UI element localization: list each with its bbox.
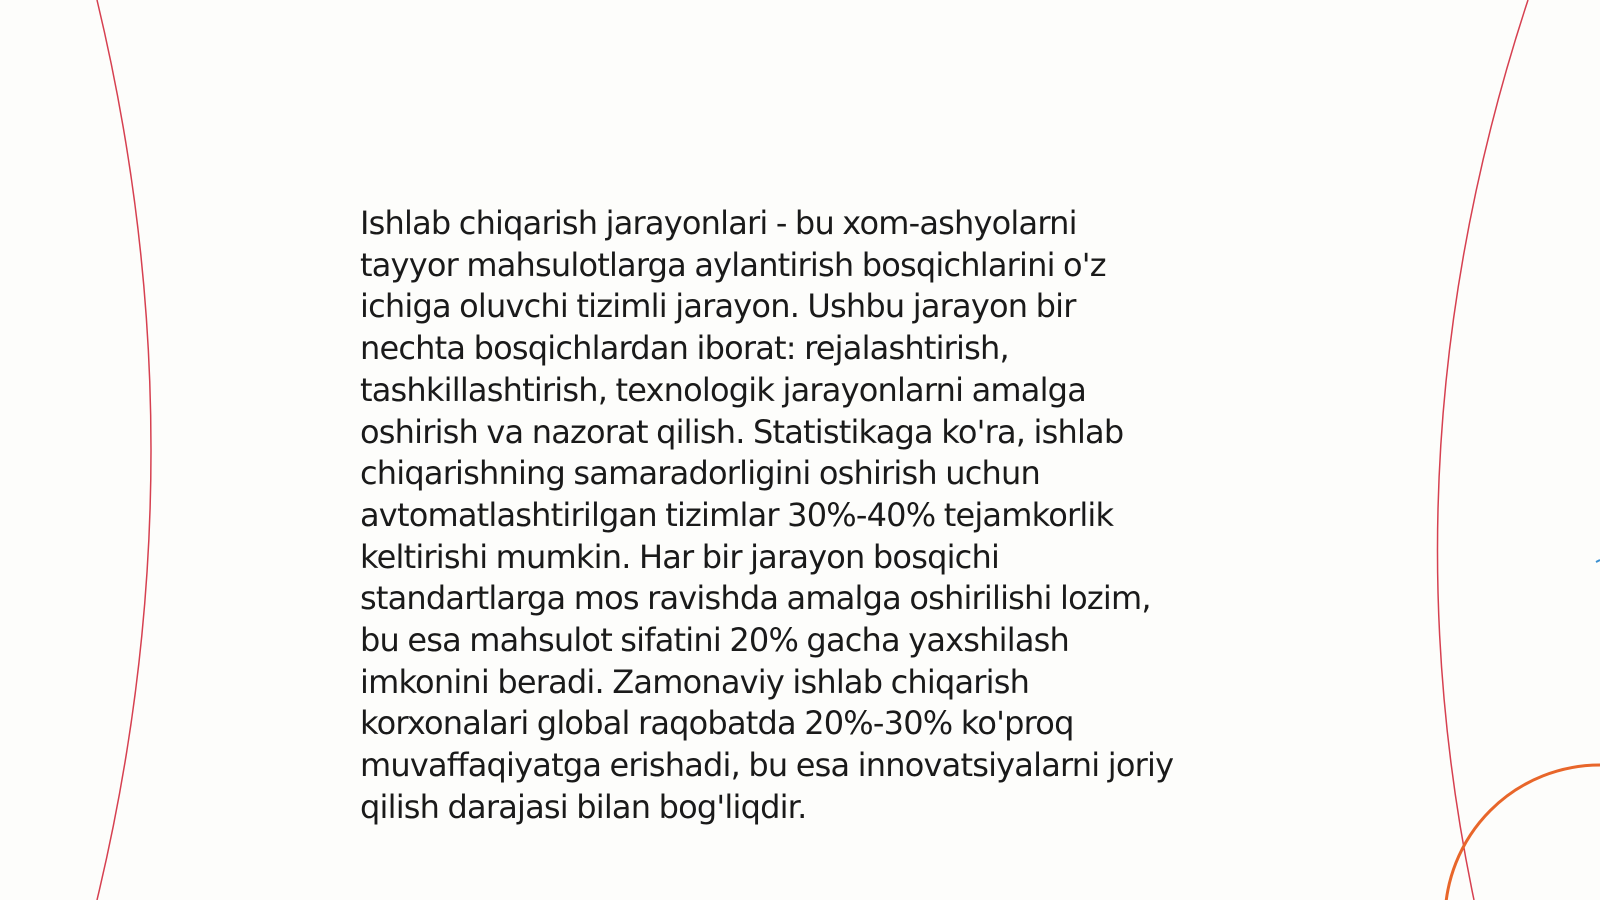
paragraph-line: standartlarga mos ravishda amalga oshirilishi lozim,	[360, 579, 1151, 618]
right-curve-line	[1437, 0, 1528, 900]
blue-accent-mark	[1596, 560, 1600, 562]
paragraph-line: muvaffaqiyatga erishadi, bu esa innovatsiyalarni joriy	[360, 746, 1174, 785]
paragraph-line: oshirish va nazorat qilish. Statistikaga ko'ra, ishlab	[360, 412, 1124, 451]
body-paragraph	[360, 203, 1240, 829]
paragraph-line: nechta bosqichlardan iborat: rejalashtirish,	[360, 329, 1009, 368]
paragraph-line: ichiga oluvchi tizimli jarayon. Ushbu jarayon bir	[360, 287, 1076, 326]
paragraph-line: tayyor mahsulotlarga aylantirish bosqichlarini o'z	[360, 245, 1106, 284]
paragraph-line: Ishlab chiqarish jarayonlari - bu xom-ashyolarni	[360, 204, 1077, 242]
paragraph-line: keltirishi mumkin. Har bir jarayon bosqichi	[360, 537, 1000, 576]
left-curve-line	[97, 0, 151, 900]
orange-arc	[1445, 765, 1600, 900]
paragraph-line: tashkillashtirish, texnologik jarayonlarni amalga	[360, 370, 1087, 409]
paragraph-line: chiqarishning samaradorligini oshirish uchun	[360, 454, 1040, 493]
paragraph-line: avtomatlashtirilgan tizimlar 30%-40% tejamkorlik	[360, 495, 1114, 534]
paragraph-line: imkonini beradi. Zamonaviy ishlab chiqarish	[360, 662, 1030, 701]
paragraph-line: korxonalari global raqobatda 20%-30% ko'proq	[360, 704, 1074, 743]
paragraph-line: bu esa mahsulot sifatini 20% gacha yaxshilash	[360, 621, 1069, 660]
paragraph-line: qilish darajasi bilan bog'liqdir.	[360, 787, 807, 826]
